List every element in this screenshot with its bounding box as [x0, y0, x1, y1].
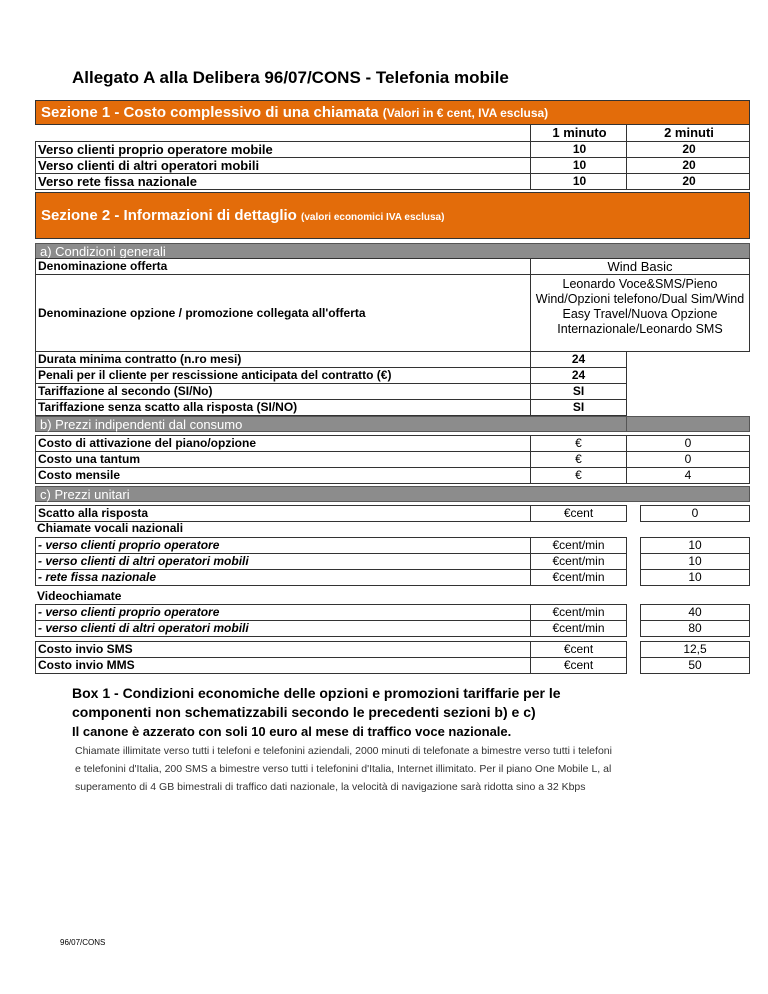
box-1-text: Chiamate illimitate verso tutti i telefoni e telefonini aziendali, 2000 minuti di telefonate a bimestre verso tutti i telefoni e telefonini d'Italia, 200 SMS a bimestre verso tutti i telefonini d'Italia, Internet illimitato. Per il piano One Mobile L, al superamento di 4 GB bimestrali di traffico dati nazionale, la velocità di navigazione sarà ridotta sino a 32 Kbps [75, 745, 612, 793]
row-value-2: 4 [626, 467, 750, 484]
section-1-header [35, 100, 750, 125]
row-value: €cent/min [530, 620, 627, 637]
row-value-2: 0 [626, 435, 750, 452]
row-value-2: 20 [626, 157, 750, 174]
section-2-title: Sezione 2 - Informazioni di dettaglio [41, 207, 297, 224]
row-value-2: 20 [626, 141, 750, 158]
row-label: Tariffazione senza scatto alla risposta (SI/NO) [35, 399, 531, 416]
box-1-title: Box 1 - Condizioni economiche delle opzioni e promozioni tariffarie per le componenti non schematizzabili secondo le precedenti sezioni b) e c) [72, 685, 561, 720]
row-value-2: 20 [626, 173, 750, 190]
row-value: SI [530, 399, 627, 416]
group-label-video: Videochiamate [37, 589, 122, 603]
row-value: €cent/min [530, 553, 627, 570]
section-2-header [35, 192, 750, 239]
section-a-header: a) Condizioni generali [35, 243, 750, 259]
section-1-note: (Valori in € cent, IVA esclusa) [382, 106, 549, 120]
row-value-2: 50 [640, 657, 750, 674]
row-value: 10 [530, 141, 627, 158]
row-value: 10 [530, 157, 627, 174]
row-label: - rete fissa nazionale [35, 569, 531, 586]
section-c-header: c) Prezzi unitari [35, 486, 750, 502]
divider [626, 416, 627, 432]
row-label: - verso clienti proprio operatore [35, 537, 531, 554]
row-value-2: 40 [640, 604, 750, 621]
column-header-1-minuto: 1 minuto [530, 124, 627, 142]
row-label: - verso clienti di altri operatori mobili [35, 620, 531, 637]
row-label: Verso clienti proprio operatore mobile [35, 141, 531, 158]
footer-code: 96/07/CONS [60, 938, 106, 947]
group-label-voce: Chiamate vocali nazionali [37, 521, 184, 535]
row-value: €cent [530, 641, 627, 658]
column-header-2-minuti: 2 minuti [626, 124, 750, 142]
row-label: Tariffazione al secondo (SI/No) [35, 383, 531, 400]
option-names: Leonardo Voce&SMS/Pieno Wind/Opzioni telefono/Dual Sim/Wind Easy Travel/Nuova Opzione Internazionale/Leonardo SMS [530, 274, 750, 352]
offer-name: Wind Basic [530, 258, 750, 275]
row-value: SI [530, 383, 627, 400]
row-value: €cent [530, 505, 627, 522]
row-label: Costo invio SMS [35, 641, 531, 658]
row-value: € [530, 451, 627, 468]
row-value: € [530, 435, 627, 452]
row-value: €cent [530, 657, 627, 674]
row-label: - verso clienti di altri operatori mobili [35, 553, 531, 570]
row-value-2: 0 [626, 451, 750, 468]
row-value-2: 10 [640, 537, 750, 554]
row-label: Durata minima contratto (n.ro mesi) [35, 351, 531, 368]
section-2-note: (valori economici IVA esclusa) [301, 212, 445, 223]
page-title: Allegato A alla Delibera 96/07/CONS - Telefonia mobile [72, 68, 509, 87]
row-value: 24 [530, 367, 627, 384]
row-value-2: 0 [640, 505, 750, 522]
row-value-2: 80 [640, 620, 750, 637]
row-label: Verso rete fissa nazionale [35, 173, 531, 190]
section-b-header: b) Prezzi indipendenti dal consumo [35, 416, 750, 432]
row-value: 24 [530, 351, 627, 368]
row-label: Denominazione opzione / promozione collegata all'offerta [35, 274, 531, 352]
row-label: Costo mensile [35, 467, 531, 484]
row-value-2: 12,5 [640, 641, 750, 658]
row-value: 10 [530, 173, 627, 190]
row-value: € [530, 467, 627, 484]
row-value-2: 10 [640, 569, 750, 586]
row-label: - verso clienti proprio operatore [35, 604, 531, 621]
row-value: €cent/min [530, 604, 627, 621]
row-label: Verso clienti di altri operatori mobili [35, 157, 531, 174]
section-1-title: Sezione 1 - Costo complessivo di una chiamata [41, 104, 379, 121]
row-label: Penali per il cliente per rescissione anticipata del contratto (€) [35, 367, 531, 384]
row-value: €cent/min [530, 569, 627, 586]
row-label: Costo una tantum [35, 451, 531, 468]
row-value: €cent/min [530, 537, 627, 554]
box-1-subtitle: Il canone è azzerato con soli 10 euro al mese di traffico voce nazionale. [72, 724, 512, 739]
row-label: Costo di attivazione del piano/opzione [35, 435, 531, 452]
row-label: Costo invio MMS [35, 657, 531, 674]
row-value-2: 10 [640, 553, 750, 570]
row-label: Denominazione offerta [35, 258, 531, 275]
row-label: Scatto alla risposta [35, 505, 531, 522]
